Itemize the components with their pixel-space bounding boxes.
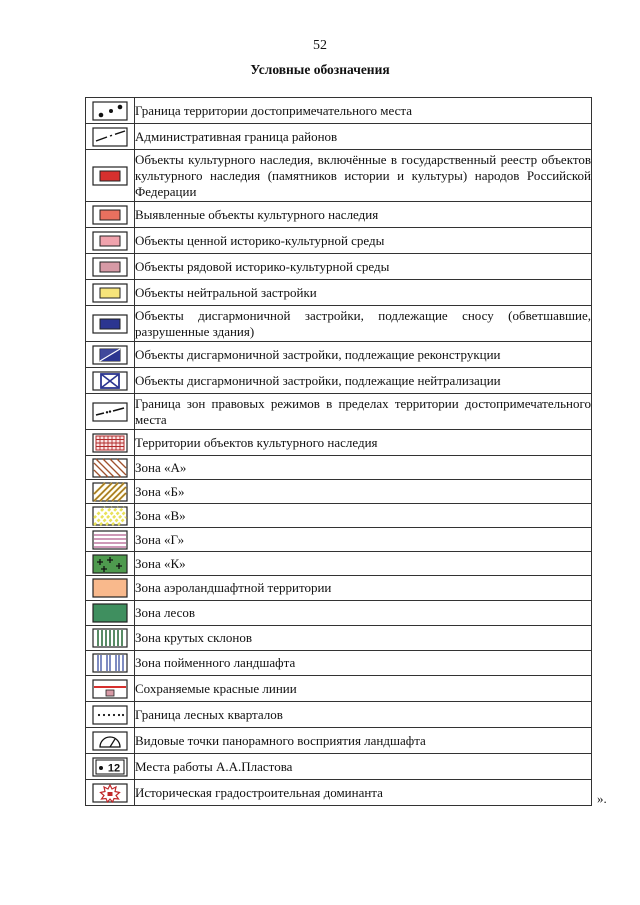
pink-square-icon [86, 231, 134, 251]
legend-row [86, 394, 592, 430]
viewpoint-icon [86, 731, 134, 751]
legend-table [85, 97, 592, 806]
dotted-line-icon [86, 705, 134, 725]
yellow-brown-hatch-icon [86, 482, 134, 502]
legend-label: Объекты рядовой историко-культурной среды [135, 254, 592, 280]
yellow-square-icon [86, 283, 134, 303]
red-grid-icon [86, 433, 134, 453]
crossed-square-icon [86, 371, 134, 391]
legend-row [86, 552, 592, 576]
dotted-boundary-icon [86, 101, 134, 121]
legend-row [86, 254, 592, 280]
legend-row [86, 124, 592, 150]
green-crosses-icon [86, 554, 134, 574]
legend-row [86, 306, 592, 342]
district-boundary-icon [86, 127, 134, 147]
legend-row [86, 651, 592, 676]
brown-hatch-icon [86, 458, 134, 478]
green-vertical-stripes-icon [86, 628, 134, 648]
legend-label: Территории объектов культурного наследия [135, 430, 592, 456]
legend-row [86, 576, 592, 601]
legend-row [86, 676, 592, 702]
coral-square-icon [86, 205, 134, 225]
marker-number: 12 [107, 762, 121, 774]
legend-label: Зона «К» [135, 552, 592, 576]
legend-row [86, 528, 592, 552]
peach-fill-icon [86, 578, 134, 598]
legend-label: Граница территории достопримечательного места [135, 98, 592, 124]
legend-label: Зона крутых склонов [135, 626, 592, 651]
navy-square-icon [86, 314, 134, 334]
legend-row [86, 754, 592, 780]
green-fill-icon [86, 603, 134, 623]
legend-label: Зона «В» [135, 504, 592, 528]
starburst-icon [86, 783, 134, 803]
numbered-marker-icon [86, 757, 134, 777]
legend-label: Зона аэроландшафтной территории [135, 576, 592, 601]
dash-dot-boundary-icon [86, 402, 134, 422]
legend-label: Зона пойменного ландшафта [135, 651, 592, 676]
legend-label: Объекты дисгармоничной застройки, подлежащие сносу (обветшавшие, разрушенные здания) [135, 306, 592, 342]
legend-label: Объекты дисгармоничной застройки, подлежащие реконструкции [135, 342, 592, 368]
legend-label: Граница лесных кварталов [135, 702, 592, 728]
page-number: 52 [313, 38, 327, 53]
legend-row [86, 480, 592, 504]
legend-row [86, 368, 592, 394]
legend-label: Зона «А» [135, 456, 592, 480]
legend-label: Историческая градостроительная доминанта [135, 780, 592, 806]
legend-label: Объекты нейтральной застройки [135, 280, 592, 306]
blue-vertical-stripes-icon [86, 653, 134, 673]
legend-row [86, 601, 592, 626]
legend-label: Зона «Б» [135, 480, 592, 504]
legend-row [86, 98, 592, 124]
legend-row [86, 202, 592, 228]
red-line-icon [86, 679, 134, 699]
legend-label: Видовые точки панорамного восприятия ландшафта [135, 728, 592, 754]
legend-row [86, 702, 592, 728]
legend-title: Условные обозначения [250, 62, 390, 77]
legend-label: Административная граница районов [135, 124, 592, 150]
legend-row [86, 150, 592, 202]
legend-label: Зона «Г» [135, 528, 592, 552]
legend-label: Сохраняемые красные линии [135, 676, 592, 702]
legend-row [86, 728, 592, 754]
legend-label: Зона лесов [135, 601, 592, 626]
mauve-square-icon [86, 257, 134, 277]
legend-row [86, 456, 592, 480]
legend-row [86, 430, 592, 456]
legend-label: Объекты культурного наследия, включённые в государственный реестр объектов культурного наследия (памятников истории и культуры) народов Российской Федерации [135, 150, 592, 202]
legend-row [86, 504, 592, 528]
legend-row [86, 280, 592, 306]
legend-label: Граница зон правовых режимов в пределах территории достопримечательного места [135, 394, 592, 430]
closing-quote: ». [597, 791, 607, 806]
legend-label: Объекты ценной историко-культурной среды [135, 228, 592, 254]
legend-label: Объекты дисгармоничной застройки, подлежащие нейтрализации [135, 368, 592, 394]
legend-row [86, 626, 592, 651]
legend-row [86, 780, 592, 806]
legend-label: Места работы А.А.Пластова [135, 754, 592, 780]
half-navy-square-icon [86, 345, 134, 365]
legend-row [86, 342, 592, 368]
legend-row [86, 228, 592, 254]
yellow-dashed-hatch-icon [86, 506, 134, 526]
legend-label: Выявленные объекты культурного наследия [135, 202, 592, 228]
red-square-icon [86, 166, 134, 186]
horizontal-stripes-icon [86, 530, 134, 550]
